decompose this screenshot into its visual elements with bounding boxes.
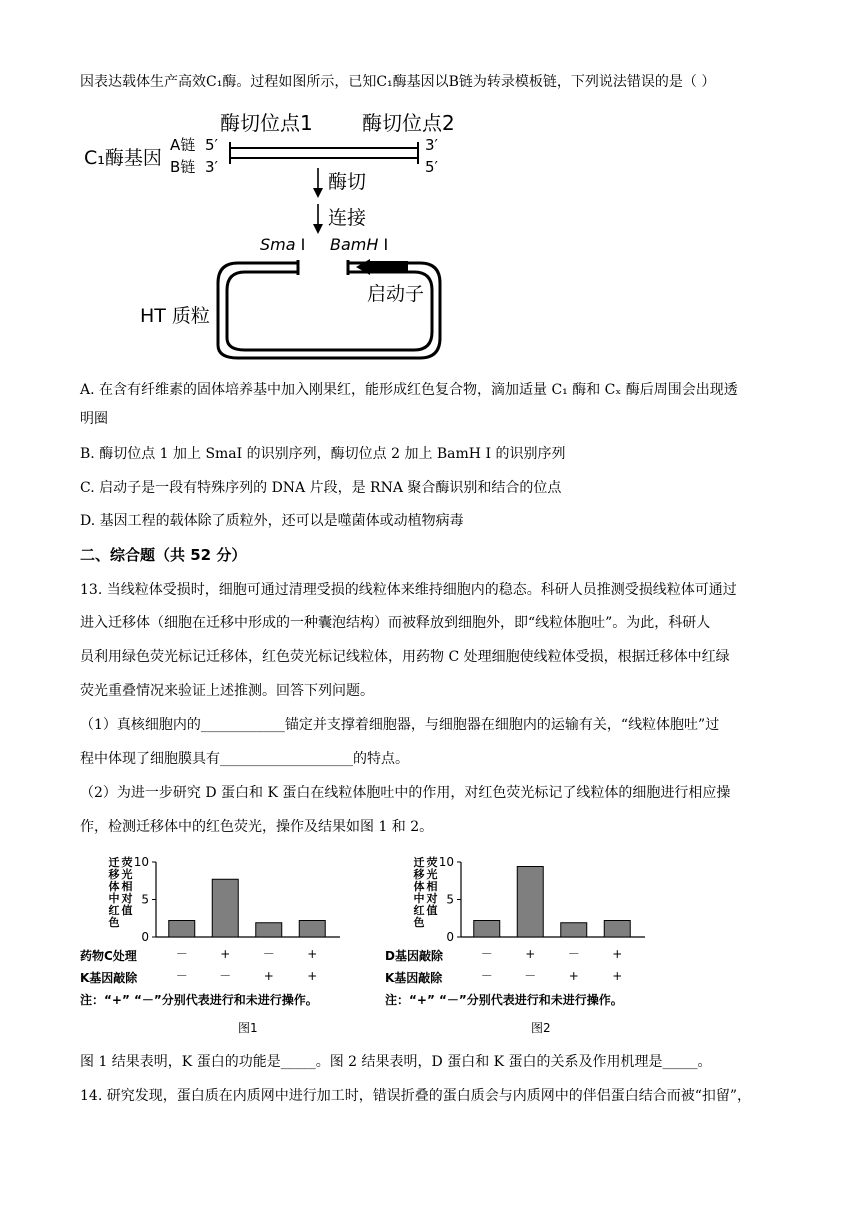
option-d: D. 基因工程的载体除了质粒外，还可以是噬菌体或动植物病毒: [80, 513, 464, 529]
option-a-line2: 明圈: [80, 411, 108, 427]
row-sign: +: [220, 947, 231, 961]
arrow-2-head: [313, 224, 323, 234]
y-axis-label-char: 对: [426, 892, 438, 905]
step-cut-label: 酶切: [328, 171, 367, 193]
chain-a-label: A链: [170, 136, 196, 154]
bar: [299, 921, 325, 938]
b-5prime: 5′: [425, 158, 438, 176]
y-axis-label-char: 值: [426, 904, 438, 917]
cut-site-1-label: 酶切位点1: [220, 111, 313, 135]
y-tick-label: 10: [438, 855, 454, 869]
row-sign: －: [567, 947, 580, 961]
q13-line: 荧光重叠情况来验证上述推测。回答下列问题。: [80, 683, 374, 699]
gene-label-text: C₁酶基因: [84, 147, 162, 169]
q13-line: 作，检测迁移体中的红色荧光，操作及结果如图 1 和 2。: [80, 819, 434, 835]
q12-stem: 因表达载体生产高效C₁酶。过程如图所示，已知C₁酶基因以B链为转录模板链，下列说法错误的是（ ）: [80, 74, 716, 90]
y-axis-label-char: 相: [426, 880, 438, 893]
y-axis-label-char: 移: [413, 868, 425, 881]
y-axis-label-char: 色: [108, 916, 120, 929]
y-axis-label-char: 荧: [426, 856, 438, 869]
y-axis-label-char: 色: [413, 916, 425, 929]
row-sign: －: [480, 969, 493, 983]
row-sign: －: [262, 947, 275, 961]
row-sign: +: [307, 947, 318, 961]
chart-note: 注：“+” “－”分别代表进行和未进行操作。: [80, 993, 318, 1007]
plasmid-label: HT 质粒: [140, 305, 210, 327]
row-sign: +: [612, 969, 623, 983]
chart-title: 图1: [238, 1021, 258, 1035]
y-tick-label: 5: [446, 892, 454, 907]
bar: [517, 867, 543, 938]
y-axis-label-char: 中: [108, 892, 120, 905]
y-axis-label-char: 红: [413, 904, 425, 917]
row-sign: －: [524, 969, 537, 983]
row-sign: +: [263, 969, 274, 983]
q13-line: 员利用绿色荧光标记迁移体，红色荧光标记线粒体，用药物 C 处理细胞使线粒体受损，根据迁移体中红绿: [80, 649, 730, 665]
bar: [474, 921, 500, 938]
q14-first-line: 14. 研究发现，蛋白质在内质网中进行加工时，错误折叠的蛋白质会与内质网中的伴侣蛋白结合而被“扣留”，: [80, 1088, 752, 1104]
a-3prime: 3′: [425, 136, 438, 154]
row-label: K基因敲除: [80, 971, 138, 985]
y-axis-label-char: 光: [426, 868, 438, 881]
row-label: D基因敲除: [385, 949, 443, 963]
chart-note: 注：“+” “－”分别代表进行和未进行操作。: [385, 993, 623, 1007]
row-sign: +: [525, 947, 536, 961]
row-label: K基因敲除: [385, 971, 443, 985]
arrow-1-head: [313, 188, 323, 198]
y-axis-label-char: 值: [121, 904, 133, 917]
row-sign: +: [568, 969, 579, 983]
y-tick-label: 0: [446, 930, 454, 944]
y-axis-label-char: 体: [108, 880, 120, 893]
figure-1-chart: [78, 850, 378, 1040]
y-tick-label: 10: [133, 855, 149, 869]
y-axis-label-char: 对: [121, 892, 133, 905]
row-sign: －: [219, 969, 232, 983]
bamh-label: BamH I: [330, 235, 389, 254]
row-sign: －: [480, 947, 493, 961]
y-tick-label: 5: [141, 892, 149, 907]
promoter-block: [370, 261, 408, 272]
q13-line: 程中体现了细胞膜具有___________________的特点。: [80, 751, 409, 767]
y-axis-label-char: 体: [413, 880, 425, 893]
row-label: 药物C处理: [80, 949, 137, 963]
cloning-diagram: [80, 100, 480, 362]
b-3prime: 3′: [205, 158, 218, 176]
section-heading: 二、综合题（共 52 分）: [80, 546, 247, 564]
y-axis-label-char: 红: [108, 904, 120, 917]
y-tick-label: 0: [141, 930, 149, 944]
y-axis-label-char: 荧: [121, 856, 133, 869]
a-5prime: 5′: [205, 136, 218, 154]
y-axis-label-char: 移: [108, 868, 120, 881]
step-ligate-label: 连接: [328, 207, 367, 229]
bar: [169, 921, 195, 938]
q13-line: 13. 当线粒体受损时，细胞可通过清理受损的线粒体来维持细胞内的稳态。科研人员推测受损线粒体可通过: [80, 582, 737, 598]
y-axis-label-char: 光: [121, 868, 133, 881]
y-axis-label-char: 相: [121, 880, 133, 893]
option-b: B. 酶切位点 1 加上 SmaI 的识别序列，酶切位点 2 加上 BamH Ⅰ 的识别序列: [80, 446, 566, 462]
y-axis-label-char: 中: [413, 892, 425, 905]
row-sign: －: [175, 969, 188, 983]
row-sign: －: [175, 947, 188, 961]
bar: [256, 923, 282, 937]
q13-line: （1）真核细胞内的____________锚定并支撑着细胞器，与细胞器在细胞内的运输有关，“线粒体胞吐”过: [80, 717, 720, 733]
option-a-line1: A. 在含有纤维素的固体培养基中加入刚果红，能形成红色复合物，滴加适量 C₁ 酶和 Cₓ 酶后周围会出现透: [80, 382, 738, 398]
bar: [604, 921, 630, 938]
sma-label: Sma I: [260, 235, 306, 254]
chart-title: 图2: [531, 1021, 551, 1035]
y-axis-label-char: 迁: [413, 856, 425, 869]
promoter-label: 启动子: [367, 283, 425, 305]
q13-after-figure: 图 1 结果表明，K 蛋白的功能是_____。图 2 结果表明，D 蛋白和 K 蛋白的关系及作用机理是_____。: [80, 1054, 712, 1070]
row-sign: +: [612, 947, 623, 961]
q13-line: 进入迁移体（细胞在迁移中形成的一种囊泡结构）而被释放到细胞外，即“线粒体胞吐”。为此，科研人: [80, 615, 711, 631]
y-axis-label-char: 迁: [108, 856, 120, 869]
option-c: C. 启动子是一段有特殊序列的 DNA 片段，是 RNA 聚合酶识别和结合的位点: [80, 480, 562, 496]
q13-line: （2）为进一步研究 D 蛋白和 K 蛋白在线粒体胞吐中的作用，对红色荧光标记了线粒体的细胞进行相应操: [80, 785, 731, 801]
bar: [212, 879, 238, 937]
cut-site-2-label: 酶切位点2: [362, 111, 455, 135]
bar: [561, 923, 587, 937]
chain-b-label: B链: [170, 158, 196, 176]
row-sign: +: [307, 969, 318, 983]
plasmid-outer: [218, 263, 440, 358]
gene-label: [84, 147, 162, 169]
figure-2-chart: [383, 850, 693, 1040]
